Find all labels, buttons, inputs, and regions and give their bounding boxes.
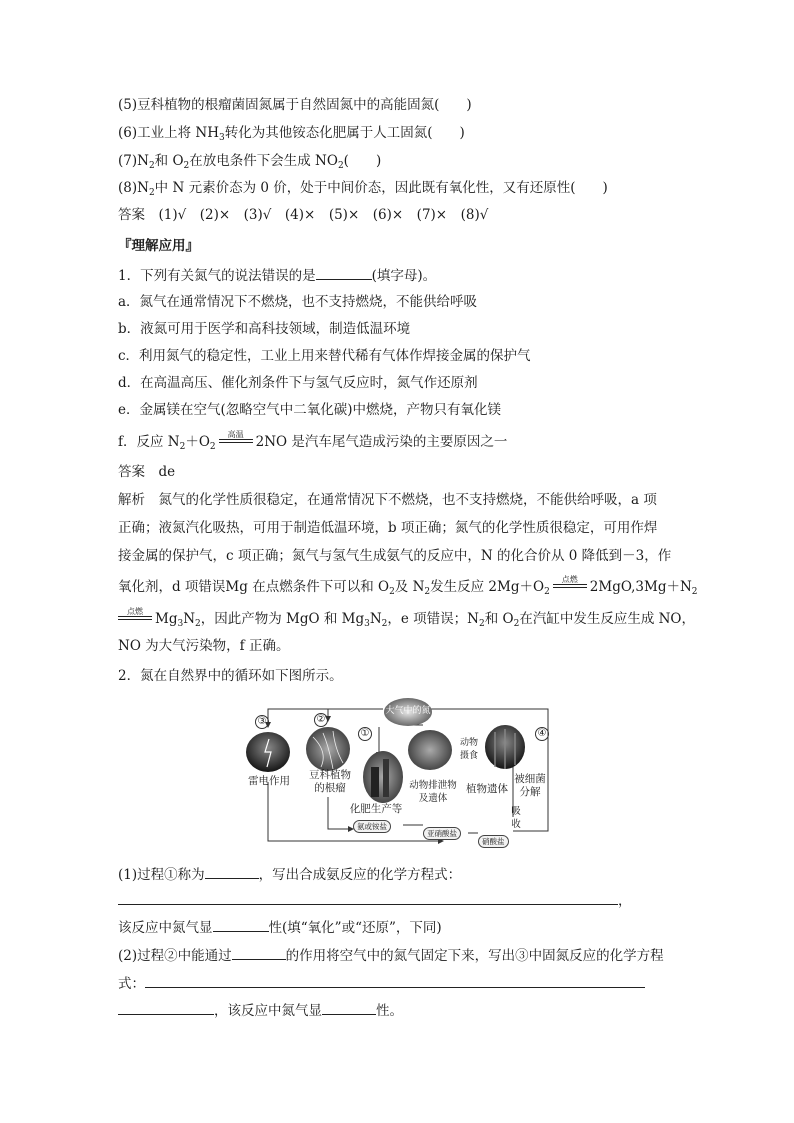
analysis-text: N <box>183 611 196 627</box>
option-text: d．在高温高压、催化剂条件下与氢气反应时，氮气作还原剂 <box>118 375 478 391</box>
q1-option-d <box>118 373 478 393</box>
judge-answer <box>118 205 488 225</box>
judge-8-part: 中 N 元素价态为 0 价，处于中间价态，因此既有氧化性，又有还原性( ) <box>154 180 608 196</box>
analysis-text: 在汽缸中发生反应生成 NO， <box>519 611 695 627</box>
section-title-text: 『理解应用』 <box>118 238 199 254</box>
lightning-label: 雷电作用 <box>248 775 290 787</box>
q1-stem <box>118 265 436 286</box>
answer-text: (1)√ (2)× (3)√ (4)× (5)× (6)× (7)× (8)√ <box>158 207 489 223</box>
bacteria-label: 被细菌 分解 <box>514 773 546 798</box>
analysis-text: 2MgO,3Mg＋N <box>589 579 692 595</box>
q2-part-1-tail <box>118 917 442 938</box>
analysis-line-3 <box>118 546 671 566</box>
q2-text: 式： <box>118 976 145 992</box>
analysis-text: 发生反应 2Mg＋O <box>430 579 545 595</box>
nitrogen-cycle-diagram <box>243 697 553 847</box>
animal-waste-label: 动物排泄物 及遗体 <box>409 780 457 804</box>
answer-blank[interactable] <box>316 265 372 280</box>
q2-text: (1)过程①称为 <box>118 867 205 883</box>
judge-7-part: (7)N <box>118 153 149 169</box>
judge-7-part: 在放电条件下会生成 NO <box>189 153 338 169</box>
q1-option-c <box>118 346 531 366</box>
q1-option-e <box>118 400 501 420</box>
section-title <box>118 236 199 256</box>
option-text: 2NO 是汽车尾气造成污染的主要原因之一 <box>255 434 508 450</box>
q2-text: 的作用将空气中的氮气固定下来，写出③中固氮反应的化学方程 <box>285 948 664 964</box>
answer-blank[interactable] <box>145 973 645 988</box>
analysis-text: 接金属的保护气，c 项正确；氮气与氢气生成氨气的反应中，N 的化合价从 0 降低到－3，作 <box>118 548 672 564</box>
analysis-line-5: 点燃 $Mg_3N_2$，因此产物为 MgO 和 $Mg_3N_2$，e 项错误；$N_2$和 $O_2$在汽缸中发生反应生成 NO， <box>118 607 695 629</box>
answer-blank[interactable] <box>118 1000 214 1015</box>
analysis-text: Mg <box>155 611 178 627</box>
judge-item-5 <box>118 95 472 115</box>
judge-7-part: ( ) <box>343 153 382 169</box>
answer-blank[interactable] <box>232 945 286 960</box>
q2-part-2-tail <box>118 1000 403 1021</box>
q2-stem <box>118 666 343 686</box>
q2-text: 性。 <box>376 1003 403 1019</box>
label-1: ① <box>358 727 372 741</box>
q2-text: ， <box>618 893 632 909</box>
q1-option-a <box>118 292 477 312</box>
option-text: e．金属镁在空气(忽略空气中二氧化碳)中燃烧，产物只有氧化镁 <box>118 402 502 418</box>
reaction-condition: 高温 <box>227 430 244 439</box>
q1-option-f: f．反应 $N_2+O_2$ 高温 2NO 是汽车尾气造成污染的主要原因之一 <box>118 430 507 452</box>
judge-item-5-text: (5)豆科植物的根瘤菌固氮属于自然固氮中的高能固氮( ) <box>118 97 472 113</box>
analysis-line-4: 氧化剂，d 项错误Mg 在点燃条件下可以和 $O_2$及 $N_2$发生反应 $2Mg+O_2$ 点燃 $2MgO,3Mg+N_2$ <box>118 575 698 597</box>
judge-7-part: 和 O <box>154 153 184 169</box>
judge-item-6: (6)工业上将 $NH_3$转化为其他铵态化肥属于人工固氮( ) <box>118 125 465 143</box>
analysis-line-1 <box>118 490 657 510</box>
q2-text: ，写出合成氨反应的化学方程式： <box>258 867 462 883</box>
q2-part-1 <box>118 864 461 885</box>
q2-text: ，该反应中氮气显 <box>214 1003 322 1019</box>
answer-blank[interactable] <box>322 1000 376 1015</box>
analysis-text: NO 为大气污染物，f 正确。 <box>118 638 290 654</box>
option-text: f．反应 N <box>118 434 180 450</box>
nitrate-pill: 硝酸盐 <box>478 835 509 848</box>
answer-label: 答案 <box>118 207 145 223</box>
reaction-arrow <box>553 575 587 593</box>
nitrite-pill: 亚硝酸盐 <box>423 827 461 840</box>
reaction-condition: 点燃 <box>561 575 578 584</box>
label-2: ② <box>314 713 328 727</box>
analysis-text: 和 O <box>484 611 514 627</box>
option-text: b．液氮可用于医学和高科技领域，制造低温环境 <box>118 321 411 337</box>
judge-6-part: (6)工业上将 NH <box>118 125 219 141</box>
fertilizer-label: 化肥生产等 <box>349 803 403 815</box>
judge-6-part: 转化为其他铵态化肥属于人工固氮( ) <box>224 125 465 141</box>
q2-text: 性(填“氧化”或“还原”，下同) <box>268 920 442 936</box>
q1-stem-text: 1．下列有关氮气的说法错误的是 <box>118 268 316 284</box>
answer-blank[interactable] <box>118 890 618 905</box>
q2-part-2 <box>118 945 664 966</box>
analysis-text: N <box>369 611 382 627</box>
absorb-label: 吸 收 <box>511 806 521 830</box>
answer-blank[interactable] <box>205 864 259 879</box>
analysis-text: ，因此产物为 MgO 和 Mg <box>200 611 365 627</box>
analysis-text: 氧化剂，d 项错误Mg 在点燃条件下可以和 O <box>118 579 390 595</box>
reaction-condition: 点燃 <box>127 607 143 616</box>
ammonium-pill: 氨或铵盐 <box>353 820 391 833</box>
q2-part-1-line <box>118 890 632 911</box>
answer-text: de <box>158 464 176 480</box>
air-nitrogen-label: 大气中的氮 <box>385 706 431 716</box>
plant-remains-label: 植物遗体 <box>466 783 508 795</box>
reaction-arrow <box>219 430 253 448</box>
q2-text: (2)过程②中能通过 <box>118 948 232 964</box>
option-text: c．利用氮气的稳定性，工业上用来替代稀有气体作焊接金属的保护气 <box>118 348 531 364</box>
answer-label: 答案 <box>118 464 145 480</box>
animal-eat-label: 动物 摄食 <box>459 738 478 761</box>
analysis-text: ，e 项错误；N <box>387 611 479 627</box>
analysis-text: 氮气的化学性质很稳定，在通常情况下不燃烧，也不支持燃烧，不能供给呼吸，a 项 <box>158 492 657 508</box>
q1-answer <box>118 462 175 482</box>
judge-item-8: $(8)N_2$中 N 元素价态为 0 价，处于中间价态，因此既有氧化性，又有还原性( ) <box>118 180 608 198</box>
option-text: a．氮气在通常情况下不燃烧，也不支持燃烧，不能供给呼吸 <box>118 294 478 310</box>
judge-item-7: $(7)N_2$和 $O_2$在放电条件下会生成 $NO_2$( ) <box>118 153 382 171</box>
analysis-label: 解析 <box>118 492 145 508</box>
option-text: ＋O <box>185 434 210 450</box>
reaction-arrow <box>118 607 152 625</box>
q1-stem-text: (填字母)。 <box>371 268 437 284</box>
label-3: ③ <box>255 715 269 729</box>
analysis-line-2 <box>118 518 657 538</box>
q1-option-b <box>118 319 410 339</box>
cycle-lines <box>243 697 553 847</box>
analysis-text: 及 N <box>394 579 425 595</box>
q2-part-2-line <box>118 973 645 994</box>
q2-stem-text: 2．氮在自然界中的循环如下图所示。 <box>118 668 343 684</box>
analysis-text: 正确；液氮汽化吸热，可用于制造低温环境，b 项正确；氮气的化学性质很稳定，可用作焊 <box>118 520 658 536</box>
answer-blank[interactable] <box>213 917 269 932</box>
judge-8-part: (8)N <box>118 180 149 196</box>
analysis-line-6 <box>118 636 289 656</box>
q2-text: 该反应中氮气显 <box>118 920 213 936</box>
legume-label: 豆科植物 的根瘤 <box>309 769 351 794</box>
label-4: ④ <box>535 727 549 741</box>
